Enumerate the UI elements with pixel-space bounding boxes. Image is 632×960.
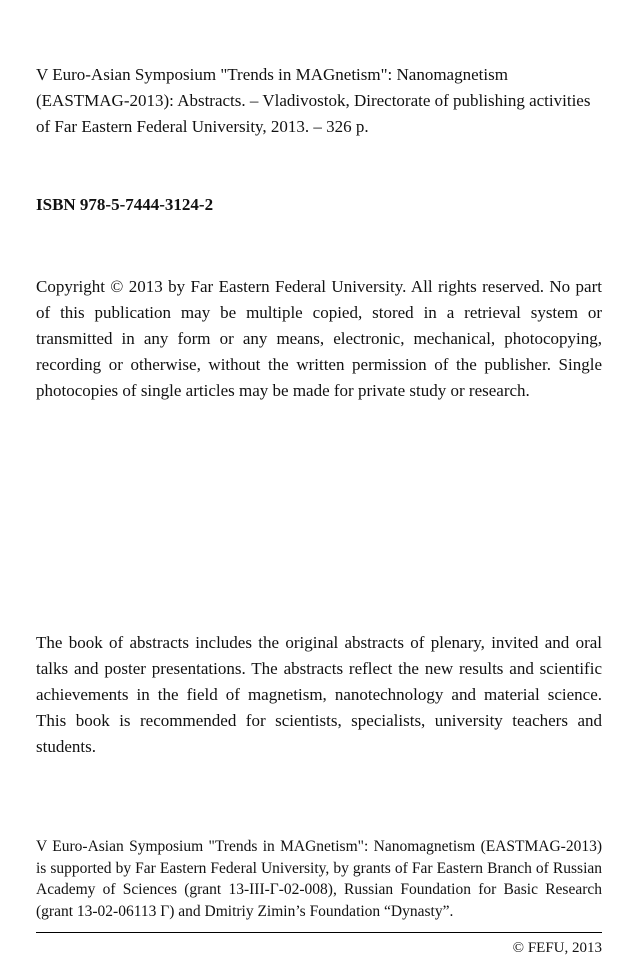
bibliographic-entry: V Euro-Asian Symposium "Trends in MAGnetism": Nanomagnetism (EASTMAG-2013): Abstracts. – Vladivostok, Directorate of publishing activities of Far Eastern Federal University, 2013. – 326 p.	[36, 65, 591, 136]
isbn-line: ISBN 978-5-7444-3124-2	[36, 195, 214, 214]
copyright-notice: Copyright © 2013 by Far Eastern Federal University. All rights reserved. No part of this publication may be multiple copied, stored in a retrieval system or transmitted in any form or any means, electronic, mechanical, photocopying, recording or otherwise, without the written permission of the publisher. Single photocopies of single articles may be made for private study or research.	[36, 277, 602, 400]
footer-copyright: © FEFU, 2013	[512, 940, 602, 956]
abstract-book-description: The book of abstracts includes the original abstracts of plenary, invited and oral talks and poster presentations. The abstracts reflect the new results and scientific achievements in the field of magnetism, nanotechnology and material science. This book is recommended for scientists, specialists, university teachers and students.	[36, 633, 602, 756]
footer-divider	[36, 932, 602, 933]
support-acknowledgement: V Euro-Asian Symposium "Trends in MAGnetism": Nanomagnetism (EASTMAG-2013) is supported by Far Eastern Federal University, by grants of Far Eastern Branch of Russian Academy of Sciences (grant 13-III-Г-02-008), Russian Foundation for Basic Research (grant 13-02-06113 Г) and Dmitriy Zimin’s Foundation “Dynasty”.	[36, 838, 602, 920]
